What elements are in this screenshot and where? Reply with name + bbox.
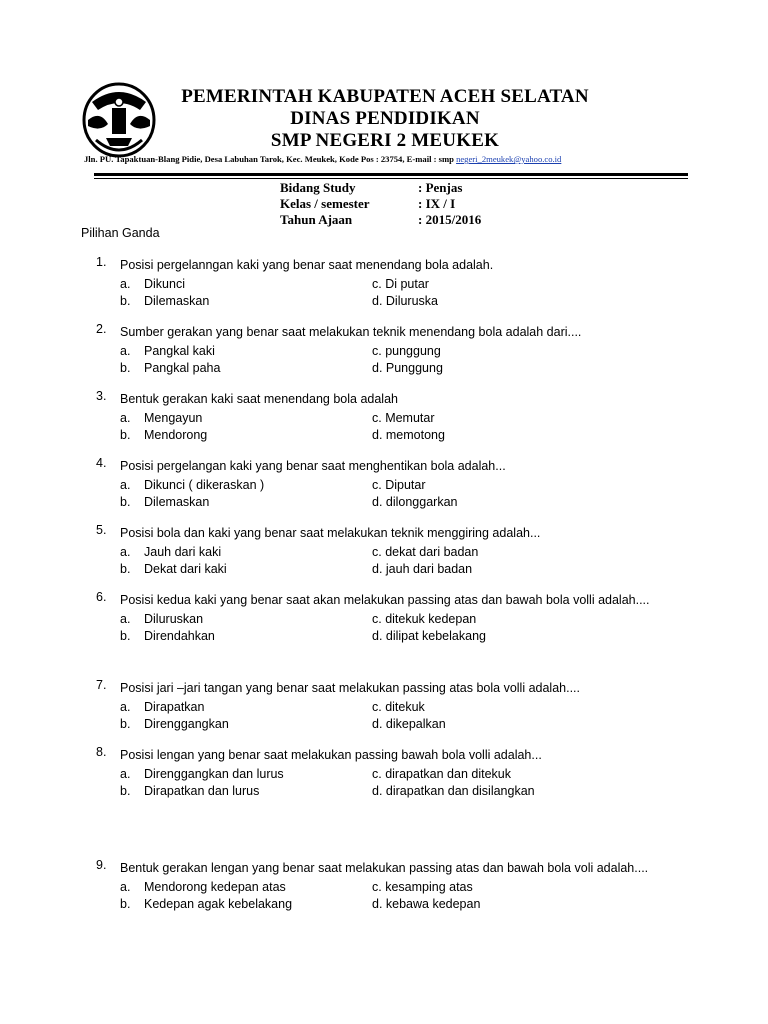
question-item — [96, 590, 676, 645]
option-a[interactable]: a. Mendorong kedepan atas — [120, 880, 286, 894]
question-item — [96, 255, 676, 310]
question-stem: Bentuk gerakan lengan yang benar saat melakukan passing atas dan bawah bola voli adalah.... — [120, 861, 649, 875]
question-item — [96, 678, 676, 733]
address-text: Jln. PU. Tapaktuan-Blang Pidie, Desa Labuhan Tarok, Kec. Meukek, Kode Pos : 23754, E-mail : smp — [84, 154, 457, 164]
question-number: 7. — [96, 678, 107, 692]
question-options — [120, 477, 676, 511]
option-c[interactable]: c. kesamping atas — [372, 880, 473, 894]
question-stem: Posisi pergelangan kaki yang benar saat menghentikan bola adalah... — [120, 459, 506, 473]
question-options — [120, 766, 676, 800]
question-number: 5. — [96, 523, 107, 537]
option-d[interactable]: d. dilonggarkan — [372, 495, 458, 509]
option-c[interactable]: c. ditekuk kedepan — [372, 612, 477, 626]
question-item — [96, 322, 676, 377]
question-options — [120, 611, 676, 645]
question-stem: Posisi kedua kaki yang benar saat akan melakukan passing atas dan bawah bola volli adalah.... — [120, 593, 650, 607]
meta-value: : 2015/2016 — [418, 212, 482, 227]
option-d[interactable]: d. memotong — [372, 428, 445, 442]
option-c[interactable]: c. dirapatkan dan ditekuk — [372, 767, 511, 781]
option-a[interactable]: a. Mengayun — [120, 411, 203, 425]
option-c[interactable]: c. punggung — [372, 344, 441, 358]
question-options — [120, 699, 676, 733]
question-item — [96, 456, 676, 511]
school-name: SMP NEGERI 2 MEUKEK — [270, 130, 500, 151]
option-b[interactable]: b. Dilemaskan — [120, 495, 210, 509]
question-item — [96, 523, 676, 578]
question-number: 6. — [96, 590, 107, 604]
option-d[interactable]: d. jauh dari badan — [372, 562, 473, 576]
option-a[interactable]: a. Diluruskan — [120, 612, 204, 626]
question-stem: Posisi lengan yang benar saat melakukan passing bawah bola volli adalah... — [120, 748, 542, 762]
question-options — [120, 410, 676, 444]
meta-value: : IX / I — [418, 196, 456, 211]
option-d[interactable]: d. Diluruska — [372, 294, 438, 308]
option-a[interactable]: a. Pangkal kaki — [120, 344, 215, 358]
option-d[interactable]: d. kebawa kedepan — [372, 897, 481, 911]
question-item — [96, 745, 676, 800]
option-a[interactable]: a. Dirapatkan — [120, 700, 205, 714]
option-a[interactable]: a. Dikunci — [120, 277, 185, 291]
question-number: 3. — [96, 389, 107, 403]
question-number: 2. — [96, 322, 107, 336]
question-number: 4. — [96, 456, 107, 470]
question-item — [96, 858, 676, 913]
option-d[interactable]: d. dikepalkan — [372, 717, 446, 731]
option-b[interactable]: b. Kedepan agak kebelakang — [120, 897, 293, 911]
option-b[interactable]: b. Dilemaskan — [120, 294, 210, 308]
question-options — [120, 544, 676, 578]
question-stem: Bentuk gerakan kaki saat menendang bola adalah — [120, 392, 398, 406]
question-options — [120, 276, 676, 310]
question-stem: Posisi jari –jari tangan yang benar saat melakukan passing atas bola volli adalah.... — [120, 681, 580, 695]
question-stem: Sumber gerakan yang benar saat melakukan teknik menendang bola adalah dari.... — [120, 325, 582, 339]
option-b[interactable]: b. Pangkal paha — [120, 361, 221, 375]
government-name: PEMERINTAH KABUPATEN ACEH SELATAN — [181, 86, 589, 107]
option-c[interactable]: c. Di putar — [372, 277, 429, 291]
question-stem: Posisi bola dan kaki yang benar saat melakukan teknik menggiring adalah... — [120, 526, 541, 540]
question-options — [120, 343, 676, 377]
email-link[interactable]: negeri_2meukek@yahoo.co.id — [456, 154, 562, 164]
question-number: 8. — [96, 745, 107, 759]
meta-label: Bidang Study — [280, 180, 356, 195]
option-a[interactable]: a. Direnggangkan dan lurus — [120, 767, 284, 781]
option-a[interactable]: a. Dikunci ( dikeraskan ) — [120, 478, 265, 492]
meta-value: : Penjas — [418, 180, 463, 195]
option-b[interactable]: b. Mendorong — [120, 428, 208, 442]
option-b[interactable]: b. Direndahkan — [120, 629, 215, 643]
option-d[interactable]: d. dilipat kebelakang — [372, 629, 486, 643]
meta-label: Kelas / semester — [280, 196, 370, 211]
office-name: DINAS PENDIDIKAN — [290, 108, 480, 129]
option-b[interactable]: b. Dirapatkan dan lurus — [120, 784, 260, 798]
option-c[interactable]: c. ditekuk — [372, 700, 425, 714]
question-options — [120, 879, 676, 913]
question-number: 1. — [96, 255, 107, 269]
option-b[interactable]: b. Dekat dari kaki — [120, 562, 227, 576]
question-number: 9. — [96, 858, 107, 872]
question-item — [96, 389, 676, 444]
option-d[interactable]: d. dirapatkan dan disilangkan — [372, 784, 535, 798]
option-b[interactable]: b. Direnggangkan — [120, 717, 229, 731]
meta-label: Tahun Ajaan — [280, 212, 353, 227]
option-c[interactable]: c. Memutar — [372, 411, 435, 425]
question-stem: Posisi pergelanngan kaki yang benar saat menendang bola adalah. — [120, 258, 494, 272]
option-c[interactable]: c. Diputar — [372, 478, 426, 492]
option-a[interactable]: a. Jauh dari kaki — [120, 545, 222, 559]
option-c[interactable]: c. dekat dari badan — [372, 545, 479, 559]
option-d[interactable]: d. Punggung — [372, 361, 443, 375]
section-title: Pilihan Ganda — [81, 226, 160, 240]
